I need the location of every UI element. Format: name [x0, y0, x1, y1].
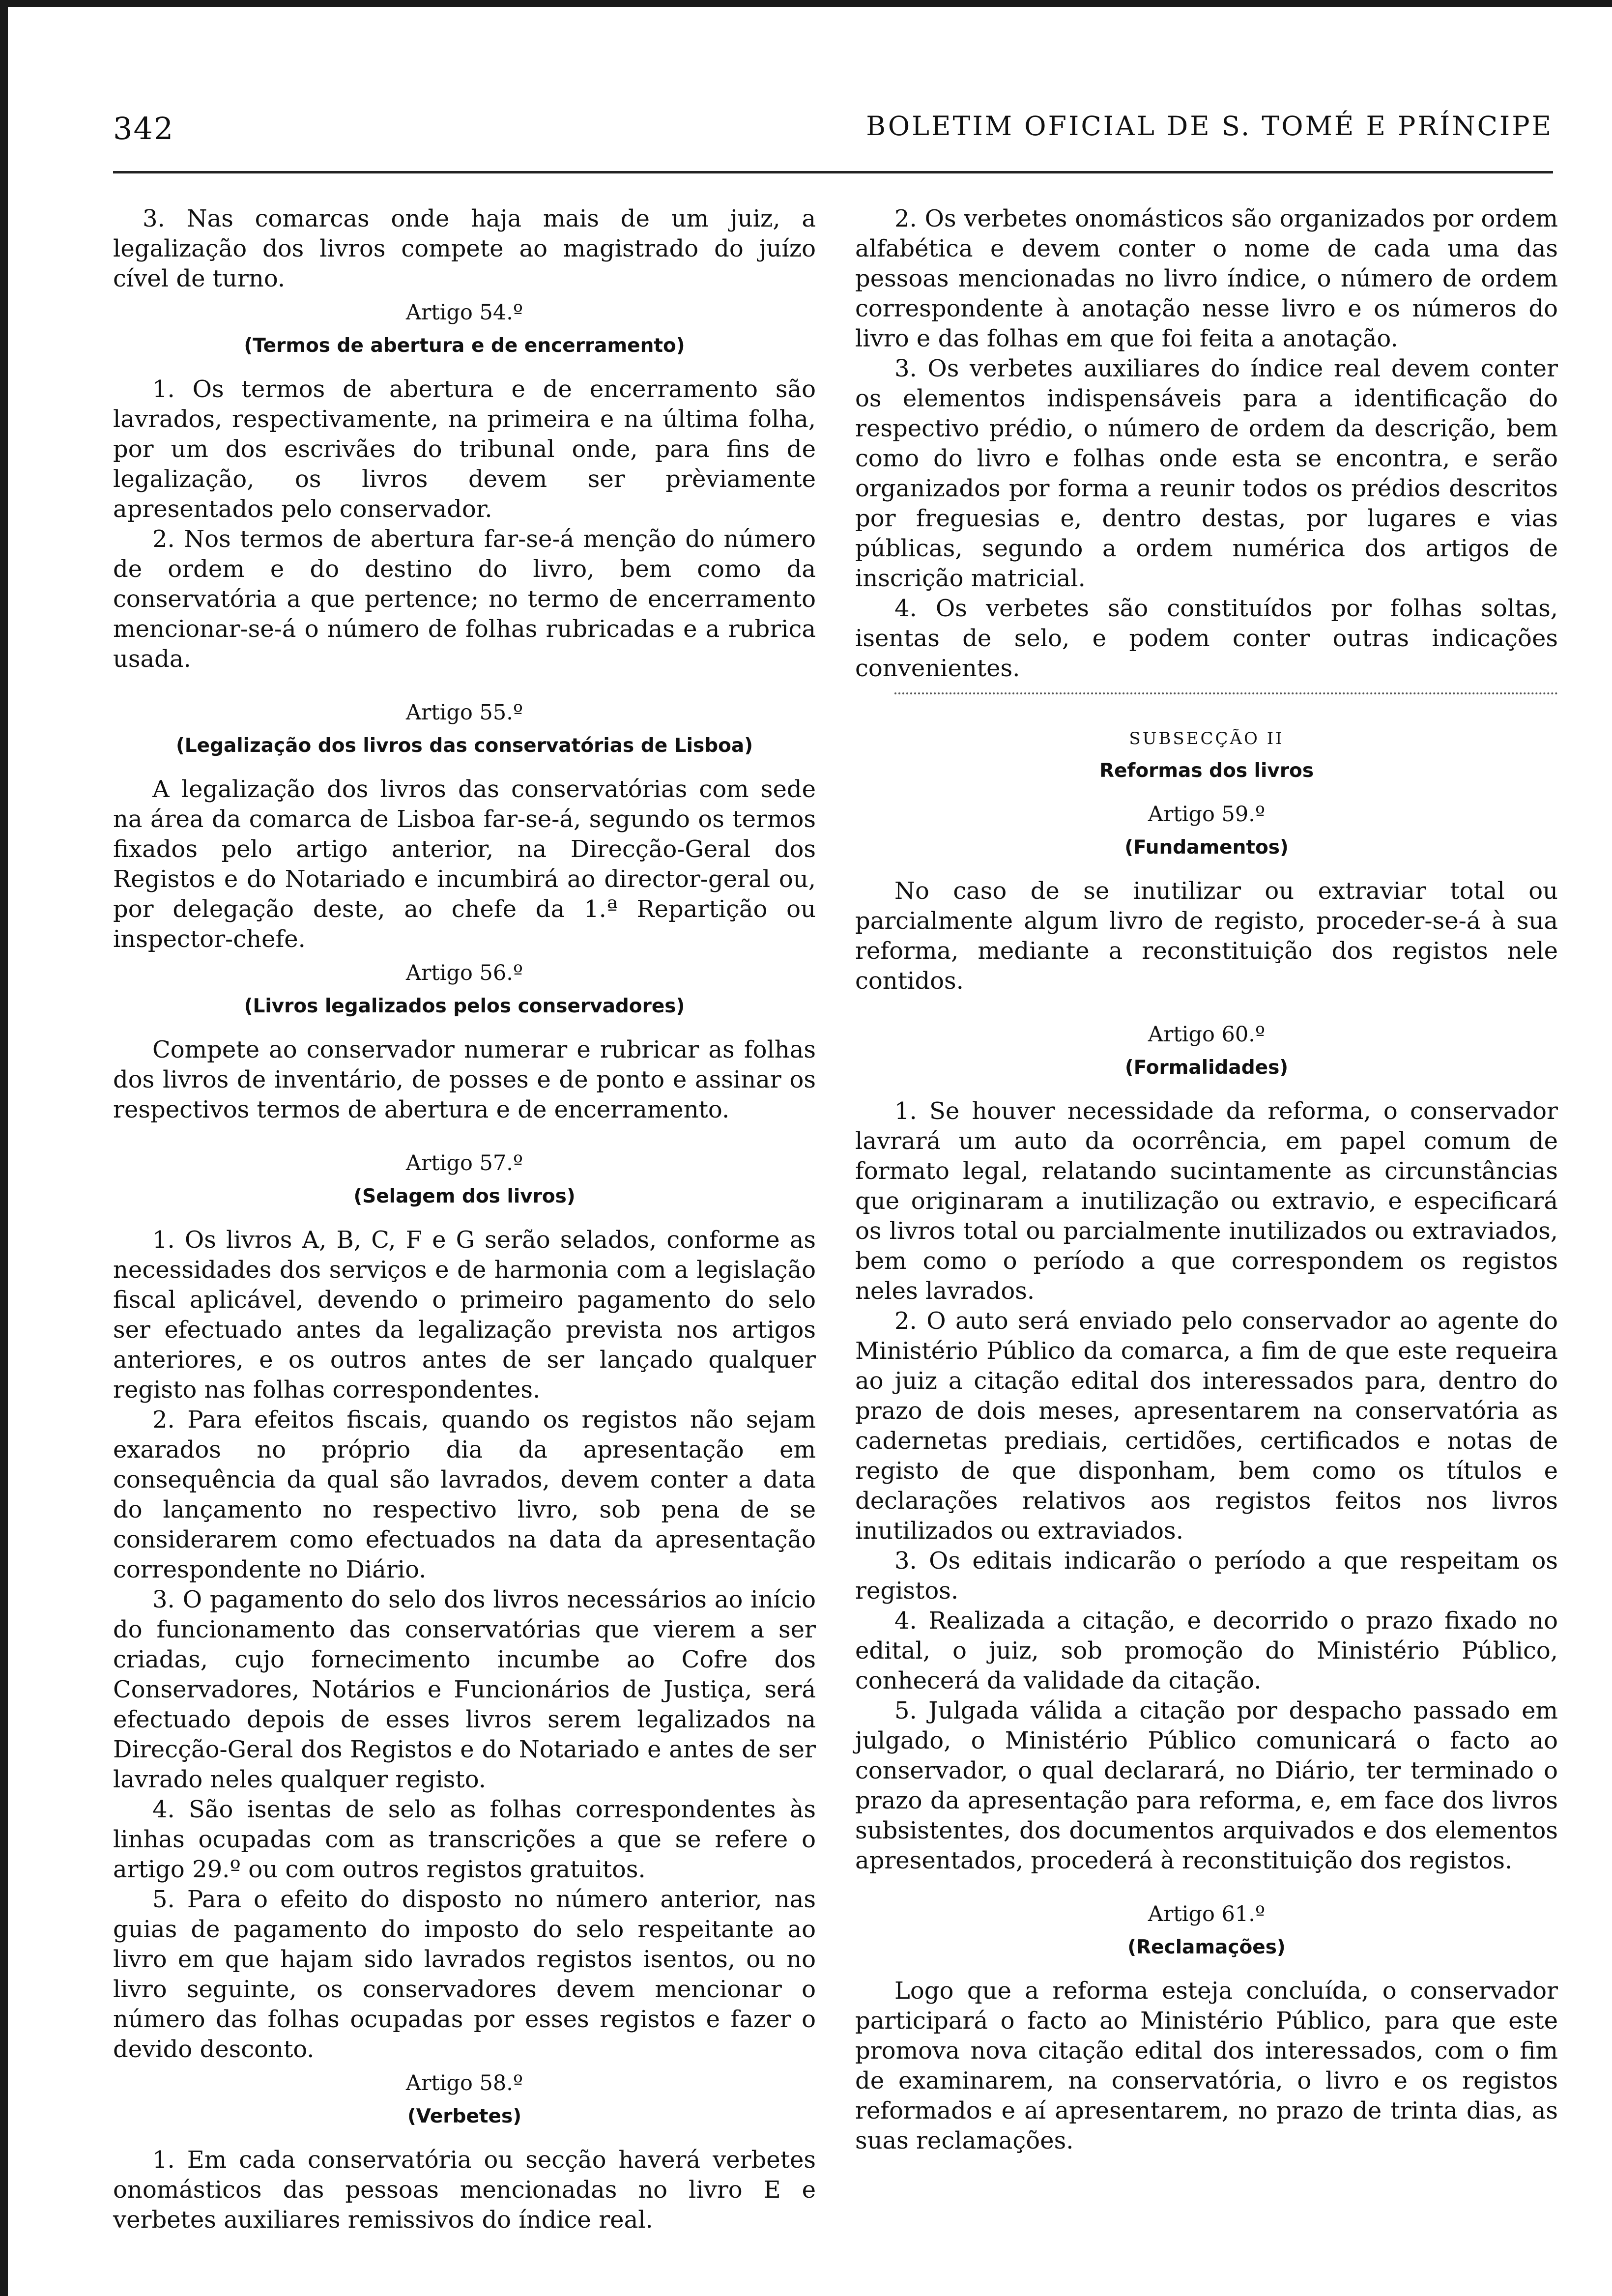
right-column [855, 204, 1558, 2156]
paragraph: 4. São isentas de selo as folhas correspondentes às linhas ocupadas com as transcrições a que se refere o artigo 29.º ou com outros registos gratuitos. [113, 1796, 816, 1883]
article-title: (Formalidades) [1124, 1057, 1289, 1079]
subsection-label: SUBSECÇÃO II [1129, 729, 1284, 748]
scan-edge-left [0, 0, 8, 2296]
paragraph: 2. O auto será enviado pelo conservador ao agente do Ministério Público da comarca, a fim de que este requeira ao juiz a citação edital dos interessados para, dentro do prazo de dois meses, apresentarem na conservatória as cadernetas prediais, certidões, certificados e notas de registo de que disponham, bem como os títulos e declarações relativos aos registos feitos nos livros inutilizados ou extraviados. [855, 1307, 1558, 1545]
paragraph: 5. Para o efeito do disposto no número anterior, nas guias de pagamento do imposto do selo respeitante ao livro em que hajam sido lavrados registos isentos, ou no livro seguinte, os conservadores devem mencionar o número das folhas ocupadas por esses registos e fazer o devido desconto. [113, 1886, 816, 2063]
article-title: (Fundamentos) [1124, 836, 1289, 859]
paragraph: 1. Em cada conservatória ou secção haverá verbetes onomásticos das pessoas mencionadas no livro E e verbetes auxiliares remissivos do índice real. [113, 2146, 816, 2234]
article-heading: Artigo 57.º [405, 1151, 523, 1176]
article-heading: Artigo 55.º [405, 700, 523, 725]
paragraph: 2. Os verbetes onomásticos são organizados por ordem alfabética e devem conter o nome de cada uma das pessoas mencionadas no livro índice, o número de ordem correspondente à anotação nesse livro e os números do livro e das folhas em que foi feita a anotação. [855, 205, 1558, 352]
paragraph: 3. Nas comarcas onde haja mais de um juiz, a legalização dos livros compete ao magistrado do juízo cível de turno. [113, 205, 816, 292]
dotted-separator [894, 692, 1558, 694]
article-title: (Legalização dos livros das conservatórias de Lisboa) [175, 735, 753, 757]
publication-title: BOLETIM OFICIAL DE S. TOMÉ E PRÍNCIPE [866, 111, 1553, 142]
article-title: (Reclamações) [1127, 1936, 1286, 1958]
article-heading: Artigo 61.º [1148, 1902, 1266, 1926]
paragraph: Logo que a reforma esteja concluída, o conservador participará o facto ao Ministério Público, para que este promova nova citação edital dos interessados, com o fim de examinarem, na conservatória, o livro e os registos reformados e aí apresentarem, no prazo de trinta dias, as suas reclamações. [855, 1977, 1558, 2154]
article-title: (Livros legalizados pelos conservadores) [244, 995, 685, 1017]
paragraph: A legalização dos livros das conservatórias com sede na área da comarca de Lisboa far-se-á, segundo os termos fixados pelo artigo anterior, na Direcção-Geral dos Registos e do Notariado e incumbirá ao director-geral ou, por delegação deste, ao chefe da 1.ª Repartição ou inspector-chefe. [113, 775, 816, 953]
paragraph: 3. Os editais indicarão o período a que respeitam os registos. [855, 1547, 1558, 1605]
paragraph: 2. Para efeitos fiscais, quando os registos não sejam exarados no próprio dia da apresentação em consequência da qual são lavrados, devem conter a data do lançamento no respectivo livro, sob pena de se considerarem como efectuados na data da apresentação correspondente no Diário. [113, 1406, 816, 1583]
article-heading: Artigo 54.º [405, 300, 523, 325]
article-heading: Artigo 58.º [405, 2071, 523, 2095]
article-title: (Verbetes) [407, 2105, 522, 2127]
left-column [113, 204, 816, 2235]
paragraph: 4. Realizada a citação, e decorrido o prazo fixado no edital, o juiz, sob promoção do Ministério Público, conhecerá da validade da citação. [855, 1607, 1558, 1694]
article-title: (Selagem dos livros) [353, 1185, 576, 1207]
paragraph: 3. O pagamento do selo dos livros necessários ao início do funcionamento das conservatórias que vierem a ser criadas, cujo fornecimento incumbe ao Cofre dos Conservadores, Notários e Funcionários de Justiça, será efectuado depois de esses livros serem legalizados na Direcção-Geral dos Registos e do Notariado e antes de ser lavrado neles qualquer registo. [113, 1586, 816, 1793]
article-heading: Artigo 60.º [1148, 1022, 1266, 1047]
paragraph: 1. Se houver necessidade da reforma, o conservador lavrará um auto da ocorrência, em papel comum de formato legal, relatando sucintamente as circunstâncias que originaram a inutilização ou extravio, e especificará os livros total ou parcialmente inutilizados ou extraviados, bem como o período a que correspondem os registos neles lavrados. [855, 1097, 1558, 1305]
paragraph: 1. Os termos de abertura e de encerramento são lavrados, respectivamente, na primeira e na última folha, por um dos escrivães do tribunal onde, para fins de legalização, os livros devem ser prèviamente apresentados pelo conservador. [113, 375, 816, 523]
paragraph: 4. Os verbetes são constituídos por folhas soltas, isentas de selo, e podem conter outras indicações convenientes. [855, 595, 1558, 682]
paragraph: Compete ao conservador numerar e rubricar as folhas dos livros de inventário, de posses e de ponto e assinar os respectivos termos de abertura e de encerramento. [113, 1036, 816, 1123]
paragraph: 5. Julgada válida a citação por despacho passado em julgado, o Ministério Público comunicará o facto ao conservador, o qual declarará, no Diário, ter terminado o prazo da apresentação para reforma, e, em face dos livros subsistentes, dos documentos arquivados e dos elementos apresentados, procederá à reconstituição dos registos. [855, 1697, 1558, 1874]
paragraph: No caso de se inutilizar ou extraviar total ou parcialmente algum livro de registo, proceder-se-á à sua reforma, mediante a reconstituição dos registos nele contidos. [855, 877, 1558, 995]
scan-edge-top [0, 0, 1612, 7]
paragraph: 2. Nos termos de abertura far-se-á menção do número de ordem e do destino do livro, bem como da conservatória a que pertence; no termo de encerramento mencionar-se-á o número de folhas rubricadas e a rubrica usada. [113, 525, 816, 673]
page-header [113, 111, 1553, 145]
paragraph: 3. Os verbetes auxiliares do índice real devem conter os elementos indispensáveis para a identificação do respectivo prédio, o número de ordem da descrição, bem como do livro e folhas onde esta se encontra, e serão organizados por forma a reunir todos os prédios descritos por freguesias e, dentro destas, por lugares e vias públicas, segundo a ordem numérica dos artigos de inscrição matricial. [855, 355, 1558, 592]
paragraph: 1. Os livros A, B, C, F e G serão selados, conforme as necessidades dos serviços e de harmonia com a legislação fiscal aplicável, devendo o primeiro pagamento do selo ser efectuado antes da legalização prevista nos artigos anteriores, e os outros antes de ser lançado qualquer registo nas folhas correspondentes. [113, 1226, 816, 1404]
article-title: (Termos de abertura e de encerramento) [244, 335, 685, 357]
article-heading: Artigo 56.º [405, 961, 523, 985]
header-rule [113, 171, 1553, 173]
page-number: 342 [113, 111, 174, 146]
article-heading: Artigo 59.º [1148, 802, 1266, 827]
subsection-title: Reformas dos livros [1099, 760, 1314, 782]
